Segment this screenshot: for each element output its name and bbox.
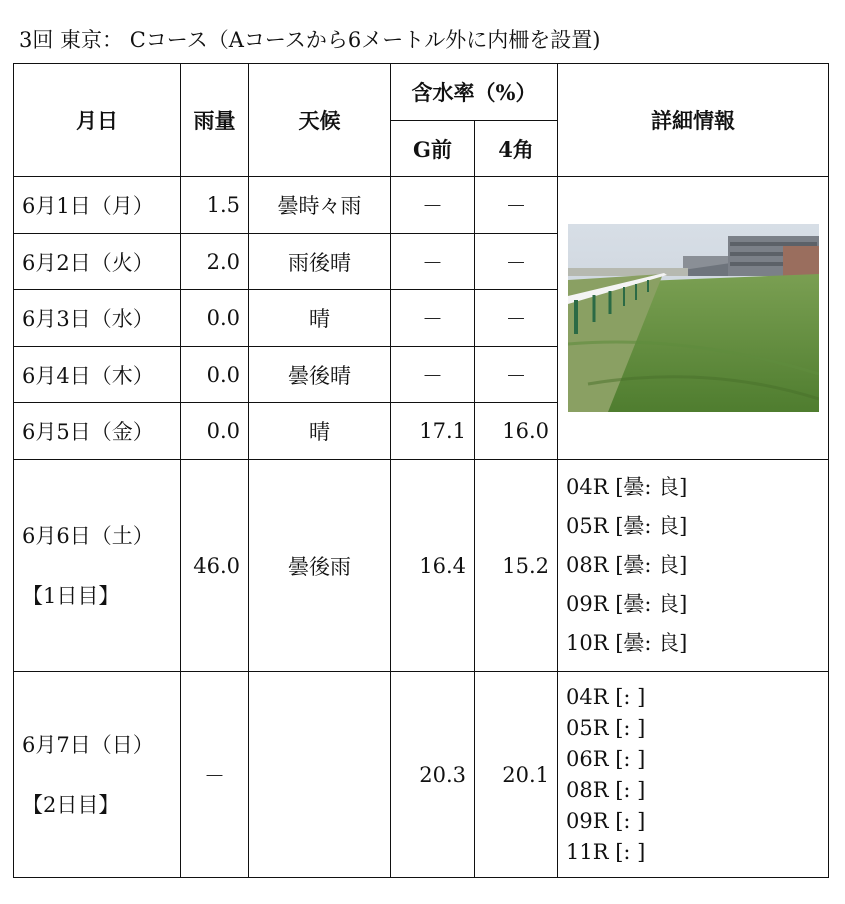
race-link[interactable]: 06R [: ] xyxy=(566,746,646,771)
table-caption: 3回 東京： Cコース（Aコースから6メートル外に内柵を設置) xyxy=(19,28,601,52)
rain-cell: 0.0 xyxy=(181,290,249,347)
header-details: 詳細情報 xyxy=(558,64,829,177)
moisture-corner-cell: － xyxy=(475,290,558,347)
race-link[interactable]: 04R [: ] xyxy=(566,684,646,709)
date-cell xyxy=(14,460,181,672)
race-link[interactable]: 04R [曇: 良] xyxy=(566,475,688,499)
moisture-corner-cell: 16.0 xyxy=(475,403,558,460)
header-moisture-goal-front: G前 xyxy=(391,121,475,177)
racecourse-photo-svg xyxy=(568,224,819,412)
weather-cell: 曇後雨 xyxy=(249,460,391,672)
header-rain: 雨量 xyxy=(181,64,249,177)
date-text: 6月7日（日） xyxy=(22,732,154,757)
race-link[interactable]: 11R [: ] xyxy=(566,839,646,864)
weather-cell: 雨後晴 xyxy=(249,234,391,290)
rain-cell: 1.5 xyxy=(181,177,249,234)
table-row xyxy=(14,672,829,878)
header-moisture: 含水率（%） xyxy=(391,64,558,121)
race-details-cell xyxy=(558,672,829,878)
race-link[interactable]: 08R [曇: 良] xyxy=(566,553,688,577)
track-condition-table xyxy=(13,63,829,878)
moisture-front-cell: － xyxy=(391,234,475,290)
weather-cell: 晴 xyxy=(249,290,391,347)
moisture-front-cell: 20.3 xyxy=(391,672,475,878)
moisture-corner-cell: － xyxy=(475,234,558,290)
date-cell xyxy=(14,672,181,878)
rain-cell: 46.0 xyxy=(181,460,249,672)
race-link[interactable]: 05R [: ] xyxy=(566,715,646,740)
rain-cell: 2.0 xyxy=(181,234,249,290)
weather-cell xyxy=(249,672,391,878)
weather-cell: 晴 xyxy=(249,403,391,460)
moisture-corner-cell: 20.1 xyxy=(475,672,558,878)
racecourse-turf-photo-icon xyxy=(568,224,819,412)
race-details-cell xyxy=(558,460,829,672)
race-link[interactable]: 08R [: ] xyxy=(566,777,646,802)
moisture-corner-cell: － xyxy=(475,177,558,234)
race-link[interactable]: 09R [曇: 良] xyxy=(566,592,688,616)
moisture-corner-cell: － xyxy=(475,347,558,403)
moisture-corner-cell: 15.2 xyxy=(475,460,558,672)
race-day-label: 【2日目】 xyxy=(22,792,120,817)
race-link[interactable]: 09R [: ] xyxy=(566,808,646,833)
moisture-front-cell: 17.1 xyxy=(391,403,475,460)
moisture-front-cell: － xyxy=(391,290,475,347)
date-text: 6月6日（土） xyxy=(22,523,154,548)
moisture-front-cell: － xyxy=(391,177,475,234)
race-day-label: 【1日目】 xyxy=(22,583,120,608)
race-link[interactable]: 05R [曇: 良] xyxy=(566,514,688,538)
date-cell: 6月4日（木） xyxy=(14,347,181,403)
date-cell: 6月5日（金） xyxy=(14,403,181,460)
rain-cell: 0.0 xyxy=(181,403,249,460)
table-row xyxy=(14,177,829,234)
rain-cell: － xyxy=(181,672,249,878)
moisture-front-cell: 16.4 xyxy=(391,460,475,672)
date-cell: 6月1日（月） xyxy=(14,177,181,234)
details-photo-cell xyxy=(558,177,829,460)
header-weather: 天候 xyxy=(249,64,391,177)
moisture-front-cell: － xyxy=(391,347,475,403)
rain-cell: 0.0 xyxy=(181,347,249,403)
weather-cell: 曇時々雨 xyxy=(249,177,391,234)
date-cell: 6月2日（火） xyxy=(14,234,181,290)
date-cell: 6月3日（水） xyxy=(14,290,181,347)
header-moisture-fourth-corner: 4角 xyxy=(475,121,558,177)
table-row xyxy=(14,460,829,672)
weather-cell: 曇後晴 xyxy=(249,347,391,403)
race-link[interactable]: 10R [曇: 良] xyxy=(566,631,688,655)
header-date: 月日 xyxy=(14,64,181,177)
